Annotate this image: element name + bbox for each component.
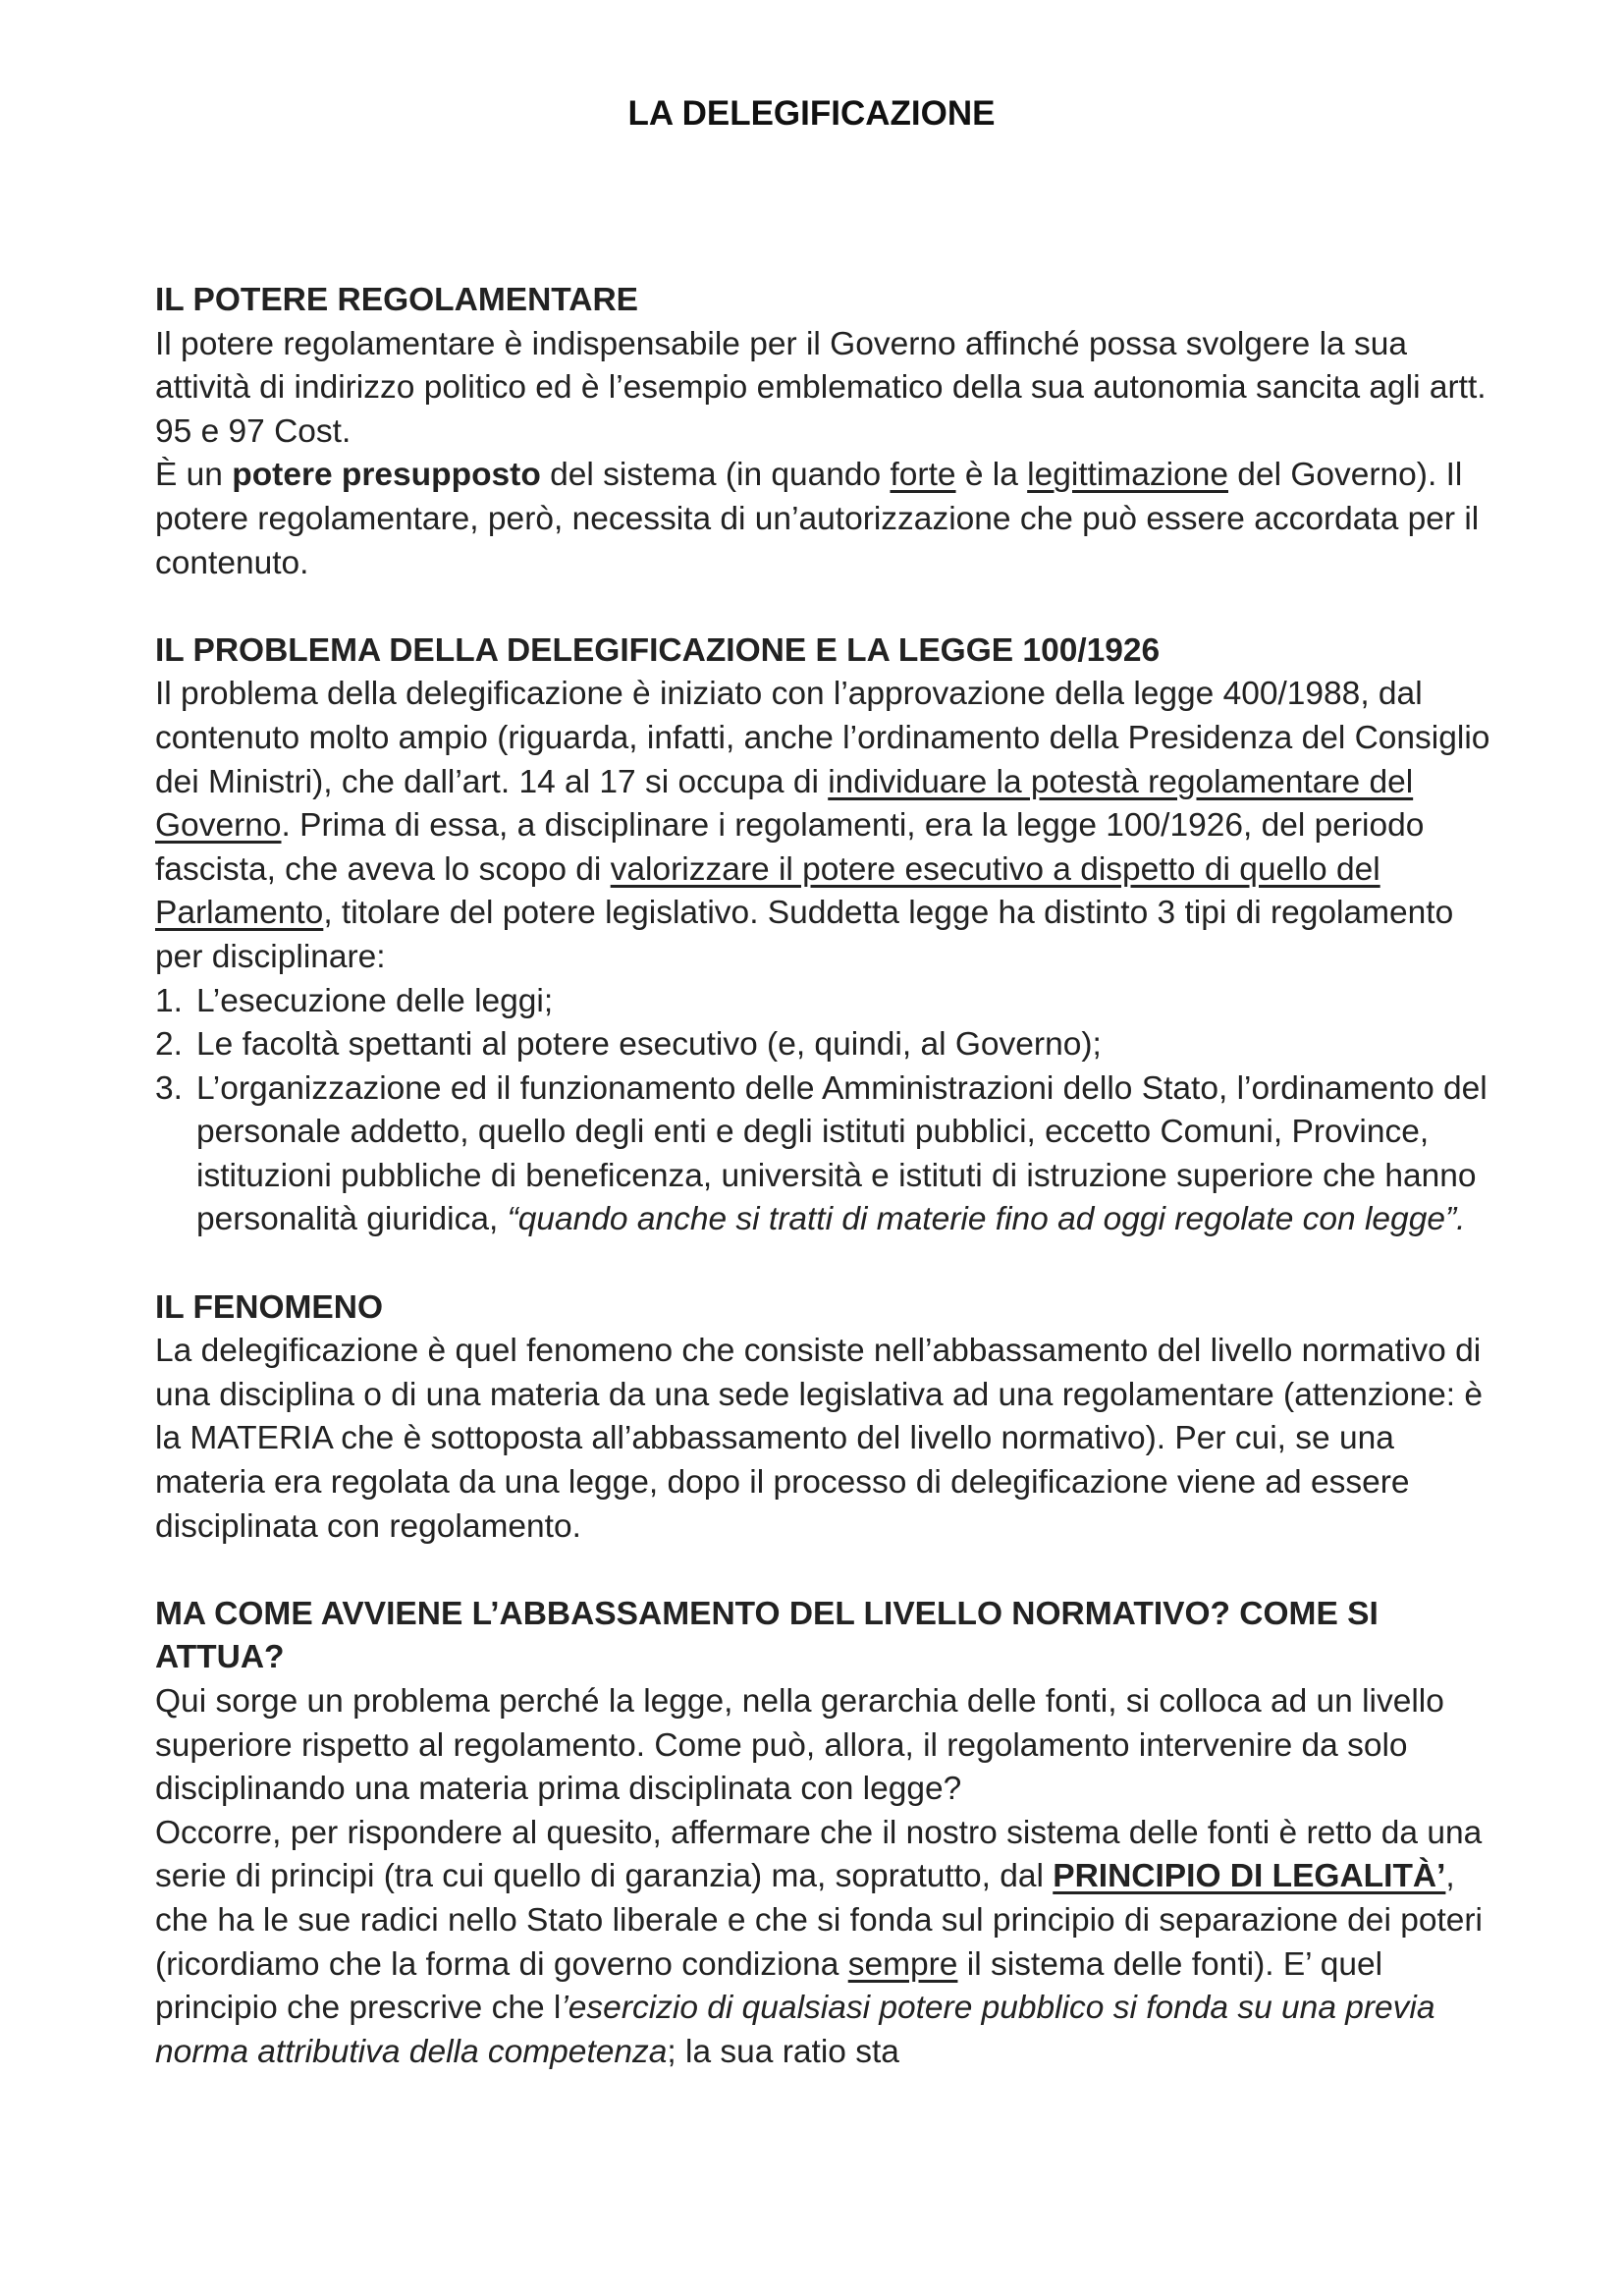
- numbered-list: [155, 980, 1490, 1243]
- list-item: [155, 980, 1490, 1024]
- text-run: , titolare del potere legislativo. Suddetta legge ha distinto 3 tipi di regolamento per disciplinare:: [155, 895, 1454, 975]
- list-number: 2.: [155, 1026, 183, 1064]
- paragraph: Qui sorge un problema perché la legge, nella gerarchia delle fonti, si colloca ad un livello superiore rispetto al regolamento. Come può, allora, il regolamento intervenire da solo disciplinando una materia prima disciplinata con legge?: [155, 1683, 1444, 1808]
- document-body: [155, 279, 1490, 2074]
- list-item: [155, 1067, 1490, 1242]
- text-run: è la: [955, 457, 1028, 494]
- paragraph: [155, 673, 1490, 979]
- text-run: del Governo). Il potere regolamentare, però, necessita di un’autorizzazione che può essere accordata per il contenuto.: [155, 457, 1480, 581]
- underlined-term: legittimazione: [1027, 457, 1228, 494]
- underlined-term: sempre: [847, 1945, 958, 1983]
- section-fenomeno: [155, 1286, 1490, 1550]
- text-run: . Prima di essa, a disciplinare i regolamenti, era la legge 100/1926, del periodo fascista, che aveva lo scopo di: [155, 807, 1425, 888]
- paragraph: [155, 454, 1490, 585]
- spacer: [155, 585, 1490, 629]
- text-run: È un: [155, 457, 233, 494]
- italic-quote: “quando anche si tratti di materie fino ad oggi regolate con legge”.: [507, 1201, 1466, 1238]
- list-number: 1.: [155, 982, 183, 1019]
- text-run: Il problema della delegificazione è iniziato con l’approvazione della legge 400/1988, dal contenuto molto ampio (riguarda, infatti, anche l’ordinamento della Presidenza del Consiglio dei Ministri), che dall’art. 14 al 17 si occupa di: [155, 676, 1490, 800]
- paragraph: [155, 1812, 1490, 2075]
- list-item-text: Le facoltà spettanti al potere esecutivo (e, quindi, al Governo);: [196, 1026, 1102, 1064]
- paragraph: Il potere regolamentare è indispensabile per il Governo affinché possa svolgere la sua attività di indirizzo politico ed è l’esempio emblematico della sua autonomia sancita agli artt. 95 e 97 Cost.: [155, 325, 1487, 450]
- bold-underlined-term: PRINCIPIO DI LEGALITÀ’: [1053, 1858, 1446, 1895]
- section-heading: IL FENOMENO: [155, 1288, 384, 1326]
- section-problema-delegificazione: [155, 629, 1490, 1242]
- bold-term: potere presupposto: [232, 457, 541, 494]
- text-run: Occorre, per rispondere al quesito, affermare che il nostro sistema delle fonti è retto da una serie di principi (tra cui quello di garanzia) ma, sopratutto, dal: [155, 1814, 1483, 1895]
- spacer: [155, 1549, 1490, 1593]
- text-run: del sistema (in quando: [540, 457, 891, 494]
- section-potere-regolamentare: [155, 279, 1490, 585]
- underlined-term: individuare la potestà regolamentare del Governo: [155, 763, 1414, 845]
- text-run: il sistema delle fonti). E’ quel principio che prescrive che l: [155, 1945, 1383, 2027]
- list-item-text: L’organizzazione ed il funzionamento delle Amministrazioni dello Stato, l’ordinamento del personale addetto, quello degli enti e degli istituti pubblici, eccetto Comuni, Province, istituzioni pubbliche di beneficenza, università e istituti di istruzione superiore che hanno personalità giuridica,: [196, 1069, 1488, 1238]
- underlined-term: forte: [890, 457, 956, 494]
- spacer: [155, 1242, 1490, 1286]
- list-item-text: L’esecuzione delle leggi;: [196, 982, 554, 1019]
- text-run: , che ha le sue radici nello Stato liberale e che si fonda sul principio di separazione dei poteri (ricordiamo che la forma di governo condiziona: [155, 1858, 1483, 1983]
- list-item: [155, 1023, 1490, 1067]
- document-title: LA DELEGIFICAZIONE: [627, 94, 996, 133]
- section-heading: MA COME AVVIENE L’ABBASSAMENTO DEL LIVELLO NORMATIVO? COME SI ATTUA?: [155, 1595, 1379, 1676]
- paragraph: La delegificazione è quel fenomeno che consiste nell’abbassamento del livello normativo di una disciplina o di una materia da una sede legislativa ad una regolamentare (attenzione: è la MATERIA che è sottoposta all’abbassamento del livello normativo). Per cui, se una materia era regolata da una legge, dopo il processo di delegificazione viene ad essere disciplinata con regolamento.: [155, 1333, 1484, 1545]
- section-heading: IL POTERE REGOLAMENTARE: [155, 282, 638, 318]
- section-abbassamento: [155, 1593, 1490, 2075]
- list-number: 3.: [155, 1069, 183, 1107]
- section-heading: IL PROBLEMA DELLA DELEGIFICAZIONE E LA LEGGE 100/1926: [155, 631, 1161, 669]
- text-run: ; la sua ratio sta: [667, 2033, 899, 2070]
- italic-phrase: ’esercizio di qualsiasi potere pubblico si fonda su una previa norma attributiva della competenza: [155, 1990, 1435, 2070]
- underlined-term: valorizzare il potere esecutivo a dispetto di quello del Parlamento: [155, 850, 1380, 932]
